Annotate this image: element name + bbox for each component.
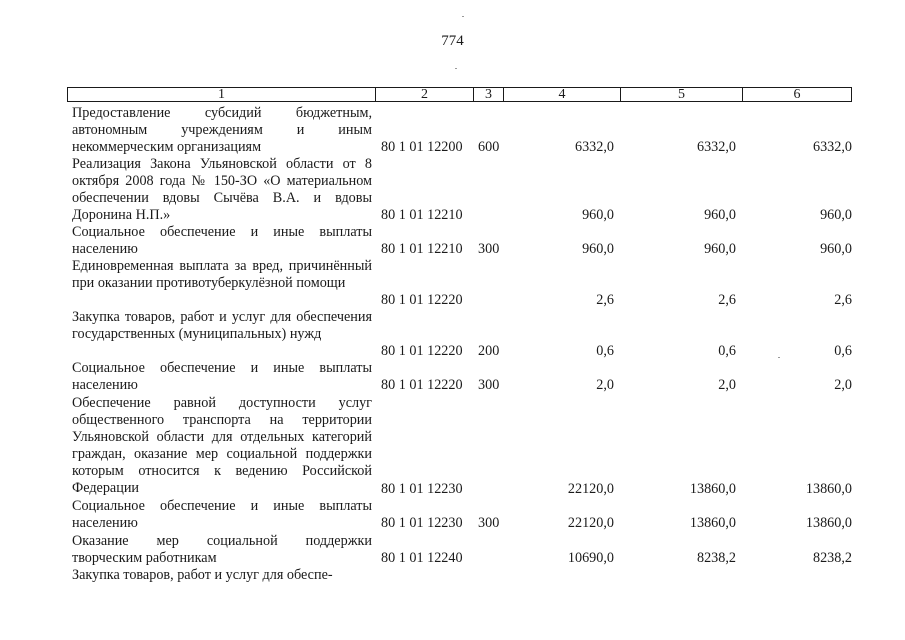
- row-expense-type: 300: [478, 515, 500, 531]
- row-value-col5: 960,0: [704, 241, 736, 257]
- row-description: Обеспечение равной доступности услуг общественного транспорта на территории Ульяновской области для отдельных категорий граждан, оказание мер социальной поддержки которым относится к ведению Российской Федерации: [72, 395, 372, 496]
- row-code: 80 1 01 12220: [381, 292, 463, 308]
- row-value-col4: 0,6: [596, 343, 614, 359]
- scan-speck: [462, 16, 464, 17]
- table-header: [67, 87, 852, 102]
- row-description: Социальное обеспечение и иные выплаты населению: [72, 224, 372, 257]
- row-value-col5: 2,6: [718, 292, 736, 308]
- scan-speck: [778, 357, 780, 358]
- header-col-2: 2: [375, 88, 473, 101]
- header-col-5: 5: [620, 88, 742, 101]
- row-value-col6: 960,0: [820, 207, 852, 223]
- row-expense-type: 600: [478, 139, 500, 155]
- row-value-col4: 22120,0: [567, 515, 614, 531]
- row-code: 80 1 01 12240: [381, 550, 463, 566]
- row-expense-type: 300: [478, 241, 500, 257]
- row-value-col4: 960,0: [582, 241, 614, 257]
- row-code: 80 1 01 12220: [381, 343, 463, 359]
- row-value-col6: 0,6: [834, 343, 852, 359]
- row-description: Оказание мер социальной поддержки творческим работникам: [72, 533, 372, 566]
- row-value-col5: 13860,0: [689, 481, 736, 497]
- row-value-col4: 2,6: [596, 292, 614, 308]
- row-expense-type: 300: [478, 377, 500, 393]
- row-expense-type: 200: [478, 343, 500, 359]
- row-description: Закупка товаров, работ и услуг для обеспечения государственных (муниципальных) нужд: [72, 309, 372, 342]
- row-value-col6: 2,0: [834, 377, 852, 393]
- row-code: 80 1 01 12230: [381, 515, 463, 531]
- row-code: 80 1 01 12210: [381, 241, 463, 257]
- row-description: Закупка товаров, работ и услуг для обеспе-: [72, 567, 333, 583]
- row-value-col6: 960,0: [820, 241, 852, 257]
- header-col-4: 4: [503, 88, 620, 101]
- row-value-col5: 8238,2: [696, 550, 736, 566]
- header-col-3: 3: [473, 88, 503, 101]
- row-value-col4: 10690,0: [567, 550, 614, 566]
- row-code: 80 1 01 12220: [381, 377, 463, 393]
- row-value-col6: 13860,0: [805, 481, 852, 497]
- row-value-col4: 2,0: [596, 377, 614, 393]
- row-value-col4: 6332,0: [574, 139, 614, 155]
- scan-speck: [455, 68, 457, 69]
- row-description: Реализация Закона Ульяновской области от 8 октября 2008 года № 150-ЗО «О материальном обеспечении вдовы Сычёва В.А. и вдовы Доронина Н.П.»: [72, 156, 372, 223]
- row-value-col5: 2,0: [718, 377, 736, 393]
- row-value-col6: 2,6: [834, 292, 852, 308]
- row-description: Социальное обеспечение и иные выплаты населению: [72, 498, 372, 531]
- row-value-col5: 0,6: [718, 343, 736, 359]
- page-number: 774: [441, 33, 464, 49]
- row-code: 80 1 01 12200: [381, 139, 463, 155]
- row-value-col5: 13860,0: [689, 515, 736, 531]
- row-description: Предоставление субсидий бюджетным, автономным учреждениям и иным некоммерческим организациям: [72, 105, 372, 155]
- row-value-col6: 13860,0: [805, 515, 852, 531]
- row-code: 80 1 01 12230: [381, 481, 463, 497]
- header-col-1: 1: [218, 87, 225, 102]
- row-value-col4: 22120,0: [567, 481, 614, 497]
- row-code: 80 1 01 12210: [381, 207, 463, 223]
- row-value-col5: 960,0: [704, 207, 736, 223]
- row-value-col6: 8238,2: [812, 550, 852, 566]
- row-description: Единовременная выплата за вред, причинённый при оказании противотуберкулёзной помощи: [72, 258, 372, 291]
- row-value-col6: 6332,0: [812, 139, 852, 155]
- row-description: Социальное обеспечение и иные выплаты населению: [72, 360, 372, 393]
- row-value-col5: 6332,0: [696, 139, 736, 155]
- row-value-col4: 960,0: [582, 207, 614, 223]
- header-col-6: 6: [742, 88, 851, 101]
